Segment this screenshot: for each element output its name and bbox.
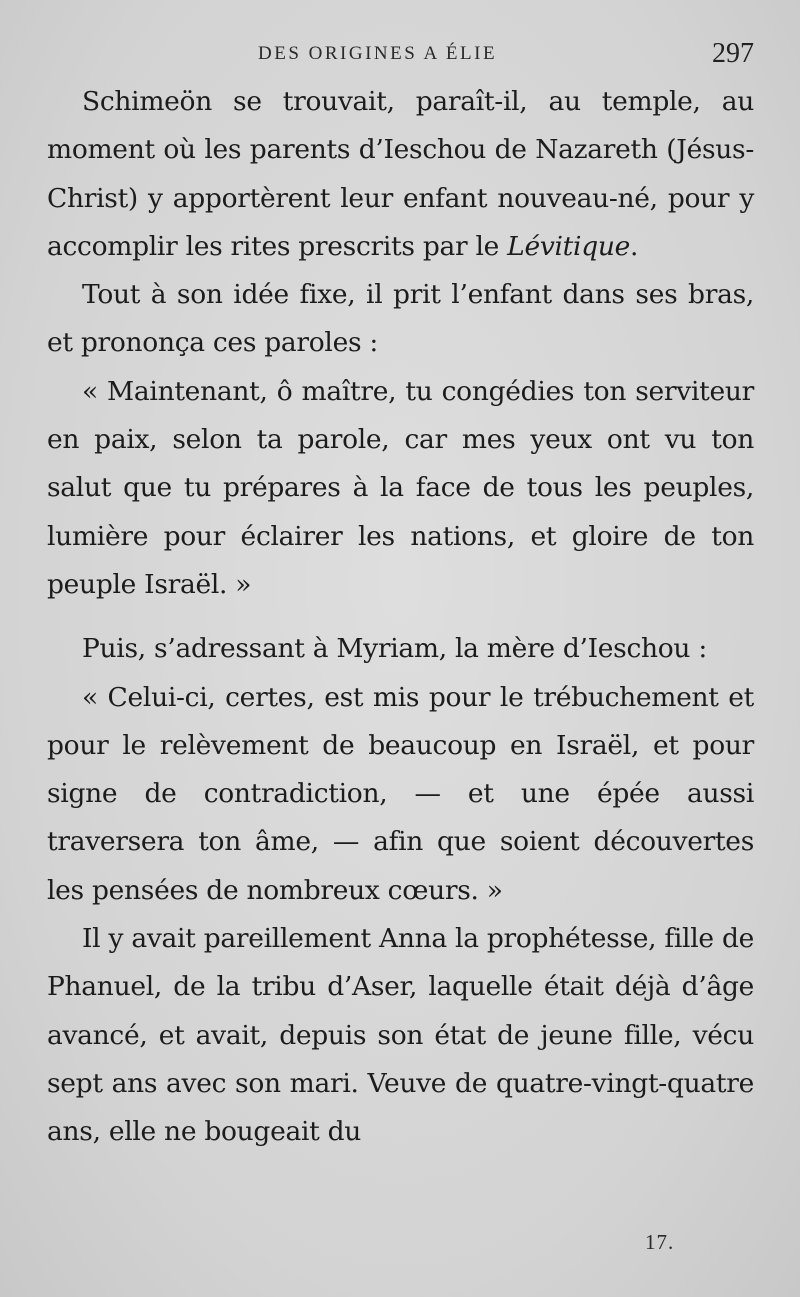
- paragraph-1: [47, 78, 754, 271]
- signature-mark: 17.: [645, 1230, 675, 1254]
- paragraph-2: Tout à son idée fixe, il prit l’enfant dans ses bras, et prononça ces paroles :: [47, 279, 754, 359]
- paragraph-1-text: Schimeön se trouvait, paraît-il, au temple, au moment où les parents d’Ieschou de Nazareth (Jésus-Christ) y apportèrent leur enfant nouveau-né, pour y accomplir les rites prescrits par le: [47, 86, 754, 262]
- paragraph-3-quote: « Maintenant, ô maître, tu congédies ton serviteur en paix, selon ta parole, car mes yeux ont vu ton salut que tu prépares à la face de tous les peuples, lumière pour éclairer les nations, et gloire de ton peuple Israël. »: [47, 375, 754, 600]
- paragraph-6: Il y avait pareillement Anna la prophétesse, fille de Phanuel, de la tribu d’Aser, laquelle était déjà d’âge avancé, et avait, depuis son état de jeune fille, vécu sept ans avec son mari. Veuve de quatre-vingt-quatre ans, elle ne bougeait du: [47, 923, 754, 1148]
- paragraph-5-quote: « Celui-ci, certes, est mis pour le trébuchement et pour le relèvement de beaucoup en Israël, et pour signe de contradiction, — et une épée aussi traversera ton âme, — afin que soient découvertes les pensées de nombreux cœurs. »: [47, 681, 754, 906]
- running-head: [47, 38, 754, 78]
- book-title-leviticus: Lévitique: [507, 230, 631, 262]
- paragraph-4: Puis, s’adressant à Myriam, la mère d’Ieschou :: [82, 633, 707, 665]
- running-title: DES ORIGINES A ÉLIE: [258, 43, 498, 64]
- page-number: 297: [712, 38, 754, 69]
- paragraph-1-end: .: [630, 230, 639, 262]
- body-text: [47, 78, 754, 1157]
